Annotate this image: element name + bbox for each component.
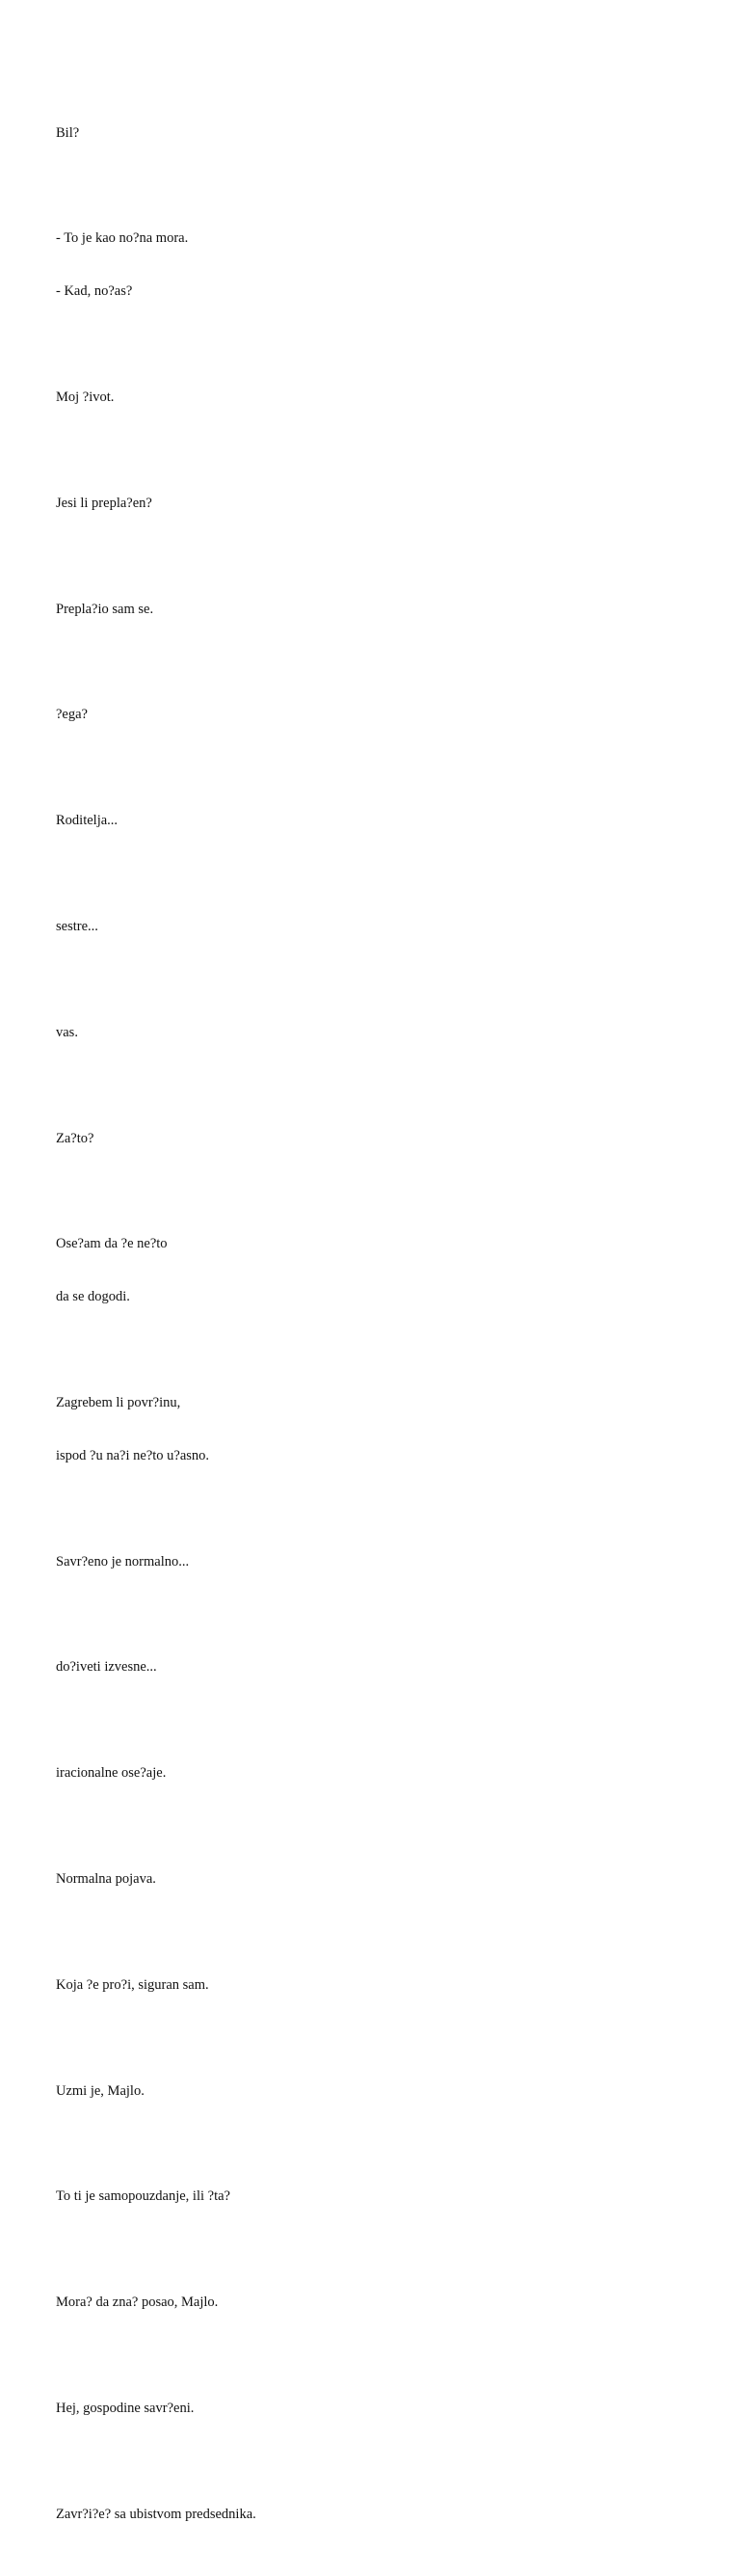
paragraph [56, 671, 692, 759]
text-line: sestre... [56, 918, 98, 934]
paragraph [56, 1623, 692, 1711]
text-line: Mora? da zna? posao, Majlo. [56, 2294, 219, 2311]
paragraph [56, 1094, 692, 1182]
paragraph [56, 353, 692, 441]
text-line: Za?to? [56, 1130, 94, 1146]
text-line: ispod ?u na?i ne?to u?asno. [56, 1447, 210, 1463]
paragraph [56, 459, 692, 547]
text-line: Uzmi je, Majlo. [56, 2082, 145, 2099]
paragraph [56, 882, 692, 970]
paragraph [56, 1730, 692, 1817]
paragraph [56, 777, 692, 865]
paragraph [56, 2364, 692, 2452]
text-line: Bil? [56, 124, 80, 141]
paragraph [56, 1835, 692, 1922]
paragraph [56, 2470, 692, 2558]
text-line: Roditelja... [56, 813, 119, 829]
paragraph [56, 1941, 692, 2028]
paragraph [56, 89, 692, 176]
text-line: - To je kao no?na mora. [56, 230, 189, 247]
text-line: Koja ?e pro?i, siguran sam. [56, 1976, 209, 1993]
text-line: iracionalne ose?aje. [56, 1765, 167, 1782]
text-line: Hej, gospodine savr?eni. [56, 2400, 195, 2416]
paragraph [56, 988, 692, 1076]
document-page [56, 89, 692, 2576]
text-line: Prepla?io sam se. [56, 601, 154, 617]
text-line: da se dogodi. [56, 1289, 130, 1305]
text-line: Ose?am da ?e ne?to [56, 1236, 168, 1252]
paragraph [56, 195, 692, 335]
text-line: do?iveti izvesne... [56, 1659, 157, 1676]
text-line: Zagrebem li povr?inu, [56, 1394, 181, 1410]
text-line: - Kad, no?as? [56, 283, 133, 300]
text-line: Moj ?ivot. [56, 389, 115, 406]
text-line: Zavr?i?e? sa ubistvom predsednika. [56, 2506, 256, 2522]
text-line: To ti je samopouzdanje, ili ?ta? [56, 2188, 230, 2205]
paragraph [56, 2153, 692, 2241]
text-line: ?ega? [56, 707, 88, 723]
paragraph [56, 1200, 692, 1341]
text-line: Normalna pojava. [56, 1870, 156, 1887]
paragraph [56, 2047, 692, 2134]
text-line: Savr?eno je normalno... [56, 1553, 190, 1570]
text-line: vas. [56, 1024, 78, 1040]
paragraph [56, 1517, 692, 1605]
paragraph [56, 2259, 692, 2347]
paragraph [56, 1358, 692, 1499]
text-line: Jesi li prepla?en? [56, 495, 152, 511]
paragraph [56, 565, 692, 653]
